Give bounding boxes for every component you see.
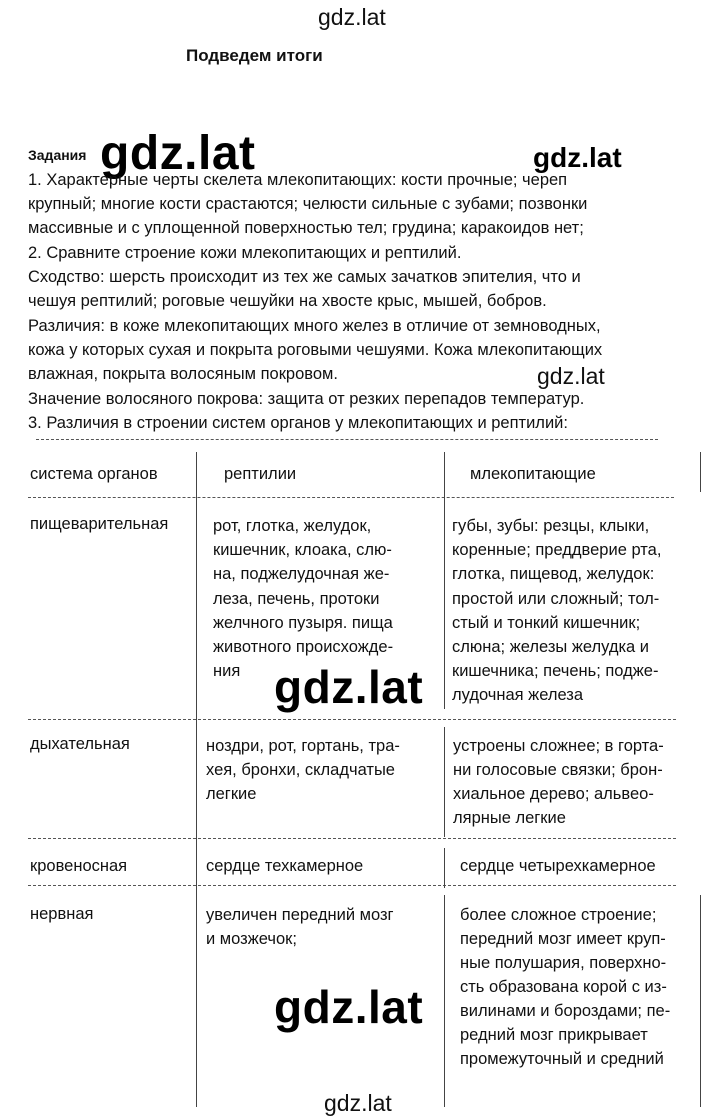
table-cell-reptiles: кишечник, клоака, слю-	[213, 541, 392, 559]
table-cell-reptiles: рот, глотка, желудок,	[213, 517, 372, 535]
table-cell-mammals: стый и тонкий кишечник;	[452, 614, 641, 632]
table-cell-mammals: хиальное дерево; альвео-	[453, 785, 654, 803]
page-title: Подведем итоги	[186, 46, 323, 65]
table-column-divider	[700, 452, 701, 492]
table-cell-mammals: сть образована корой с из-	[460, 978, 667, 996]
table-cell-mammals: вилинами и бороздами; пе-	[460, 1002, 671, 1020]
table-cell-reptiles: легкие	[206, 785, 257, 803]
table-separator	[28, 719, 676, 720]
table-separator	[28, 497, 674, 498]
table-column-divider	[196, 452, 197, 1107]
table-cell-mammals: лудочная железа	[452, 686, 584, 704]
table-cell-mammals: редний мозг прикрывает	[460, 1026, 648, 1044]
table-cell-mammals: сердце четырехкамерное	[460, 857, 656, 875]
table-column-divider	[444, 727, 445, 837]
table-column-divider	[444, 452, 445, 709]
text-line: влажная, покрыта волосяным покровом.	[28, 365, 338, 383]
table-cell-reptiles: ноздри, рот, гортань, тра-	[206, 737, 400, 755]
text-line: массивные и с уплощенной поверхностью тел; грудина; каракоидов нет;	[28, 219, 584, 237]
table-cell-mammals: кишечника; печень; подже-	[452, 662, 659, 680]
table-header-system: система органов	[30, 465, 158, 483]
text-line: чешуя рептилий; роговые чешуйки на хвосте крыс, мышей, бобров.	[28, 292, 547, 310]
text-line: 3. Различия в строении систем органов у млекопитающих и рептилий:	[28, 414, 568, 432]
table-cell-mammals: глотка, пищевод, желудок:	[452, 565, 655, 583]
table-cell-mammals: слюна; железы желудка и	[452, 638, 650, 656]
table-cell-system: кровеносная	[30, 857, 128, 875]
table-separator	[28, 885, 676, 886]
table-cell-mammals: ные полушария, поверхно-	[460, 954, 667, 972]
text-line: Значение волосяного покрова: защита от резких перепадов температур.	[28, 390, 585, 408]
table-cell-reptiles: и мозжечок;	[206, 930, 297, 948]
watermark-bottom: gdz.lat	[324, 1090, 392, 1116]
table-header-reptiles: рептилии	[224, 465, 297, 483]
watermark-mid-1: gdz.lat	[537, 363, 605, 389]
table-cell-mammals: простой или сложный; тол-	[452, 590, 660, 608]
table-cell-mammals: более сложное строение;	[460, 906, 657, 924]
table-cell-mammals: передний мозг имеет круп-	[460, 930, 666, 948]
table-header-mammals: млекопитающие	[470, 465, 596, 483]
watermark-right-1: gdz.lat	[533, 142, 622, 173]
table-separator	[28, 838, 676, 839]
table-cell-reptiles: леза, печень, протоки	[213, 590, 380, 608]
table-cell-mammals: промежуточный и средний	[460, 1050, 664, 1068]
table-cell-mammals: губы, зубы: резцы, клыки,	[452, 517, 650, 535]
table-cell-mammals: ни голосовые связки; брон-	[453, 761, 663, 779]
text-line: 1. Характерные черты скелета млекопитающих: кости прочные; череп	[28, 171, 568, 189]
table-separator	[36, 439, 658, 440]
table-column-divider	[444, 848, 445, 888]
table-cell-reptiles: на, поджелудочная же-	[213, 565, 390, 583]
table-cell-reptiles: увеличен передний мозг	[206, 906, 394, 924]
table-cell-reptiles: животного происхожде-	[213, 638, 394, 656]
text-line: крупный; многие кости срастаются; челюсти сильные с зубами; позвонки	[28, 195, 588, 213]
table-cell-reptiles: ния	[213, 662, 241, 680]
table-column-divider	[444, 895, 445, 1107]
table-cell-system: дыхательная	[30, 735, 130, 753]
text-line: кожа у которых сухая и покрыта роговыми чешуями. Кожа млекопитающих	[28, 341, 603, 359]
section-label: Задания	[28, 147, 87, 163]
watermark-big-2: gdz.lat	[270, 660, 427, 714]
table-cell-mammals: устроены сложнее; в горта-	[453, 737, 664, 755]
text-line: 2. Сравните строение кожи млекопитающих и рептилий.	[28, 244, 462, 262]
table-column-divider	[700, 895, 701, 1107]
text-line: Сходство: шерсть происходит из тех же самых зачатков эпителия, что и	[28, 268, 581, 286]
watermark-big-1: gdz.lat	[100, 127, 256, 180]
watermark-top: gdz.lat	[318, 4, 386, 30]
table-cell-reptiles: сердце техкамерное	[206, 857, 364, 875]
table-cell-reptiles: желчного пузыря. пища	[213, 614, 393, 632]
text-line: Различия: в коже млекопитающих много желез в отличие от земноводных,	[28, 317, 601, 335]
table-cell-system: пищеварительная	[30, 515, 169, 533]
table-cell-system: нервная	[30, 905, 94, 923]
table-cell-mammals: лярные легкие	[453, 809, 566, 827]
table-cell-reptiles: хея, бронхи, складчатые	[206, 761, 395, 779]
watermark-big-3: gdz.lat	[270, 980, 427, 1034]
table-cell-mammals: коренные; преддверие рта,	[452, 541, 662, 559]
